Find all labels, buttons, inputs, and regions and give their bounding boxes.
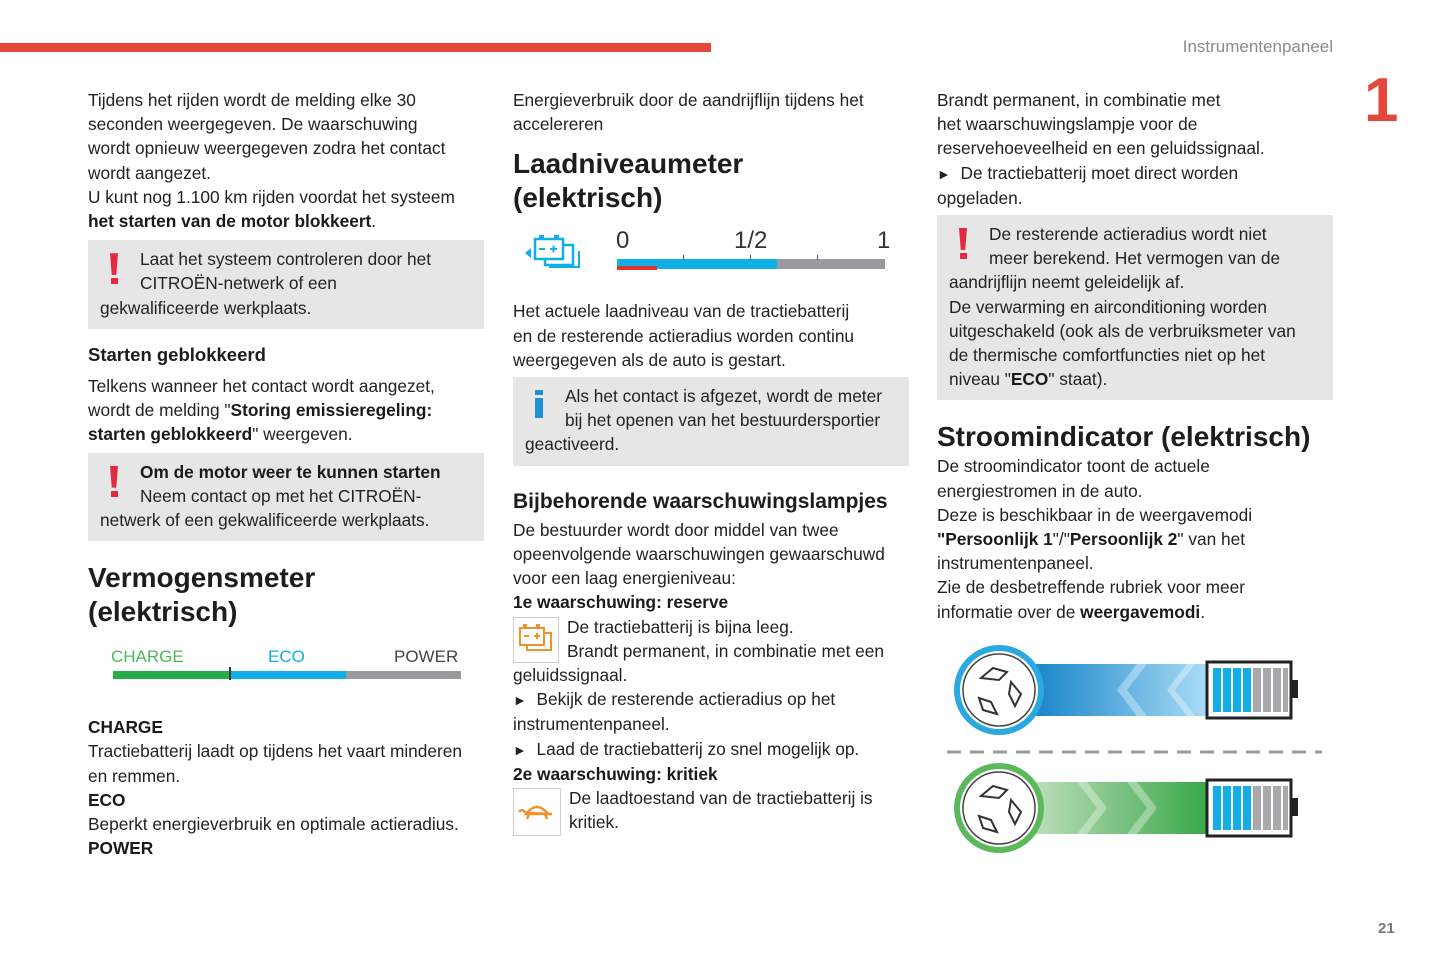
turtle-lamp-icon [513, 788, 561, 836]
column-2 [513, 88, 909, 836]
low-segment [617, 266, 657, 270]
gauge-label-full: 1 [877, 227, 891, 255]
charge-segment [113, 671, 229, 679]
power-meter-graphic [88, 645, 484, 705]
subheading: Starten geblokkeerd [88, 343, 266, 365]
warning-note: De resterende actieradius wordt niet meer berekend. Het vermogen van de aandrijflijn neemt geleidelijk af. De verwarming en airconditioning worden uitgeschakeld (ook als de verbruiksmeter van de thermische comfortfuncties niet op het niveau "ECO" staat). [937, 215, 1333, 400]
warning-note: Laat het systeem controleren door het CITROËN-netwerk of een gekwalificeerde werkplaats. [88, 240, 484, 329]
paragraph: Tijdens het rijden wordt de melding elke 30 seconden weergegeven. De waarschuwing wordt opnieuw weergegeven zodra het contact wordt aangezet. U kunt nog 1.100 km rijden voordat het systeem het starten van de motor blokkeert. [88, 90, 455, 232]
section-heading: Vermogensmeter (elektrisch) [88, 562, 316, 628]
section-heading: Stroomindicator (elektrisch) [937, 421, 1311, 453]
charge-level-gauge [513, 229, 909, 299]
info-icon [525, 384, 565, 424]
paragraph: Brandt permanent, in combinatie met het waarschuwingslampje voor de reservehoeveelheid en een geluidssignaal. ► De tractiebatterij moet direct worden opgeladen. [937, 90, 1265, 208]
section-title: Instrumentenpaneel [1182, 37, 1333, 56]
exclamation-icon [100, 460, 140, 500]
power-segment [346, 671, 461, 679]
eco-segment [231, 671, 346, 679]
gauge-label-empty: 0 [616, 227, 630, 255]
header-accent-bar [0, 43, 711, 52]
definition-list: CHARGE Tractiebatterij laadt op tijdens het vaart minderen en remmen. ECO Beperkt energieverbruik en optimale actieradius. POWER [88, 717, 462, 859]
eco-label: ECO [268, 647, 305, 667]
power-label: POWER [394, 647, 459, 667]
page-number: 21 [1378, 920, 1395, 937]
warning-1-title: 1e waarschuwing: reserve [513, 592, 729, 613]
power-flow-diagram [937, 642, 1327, 857]
warning-2-block: De laadtoestand van de tractiebatterij is kritiek. [513, 786, 909, 834]
column-1 [88, 88, 484, 860]
paragraph: Het actuele laadniveau van de tractiebatterij en de resterende actieradius worden continu weergegeven als de auto is gestart. [513, 301, 855, 370]
charge-label: CHARGE [111, 647, 184, 667]
column-3 [937, 88, 1333, 863]
paragraph: Telkens wanneer het contact wordt aangezet, wordt de melding "Storing emissieregeling: starten geblokkeerd" weergeven. [88, 376, 435, 445]
warning-2-title: 2e waarschuwing: kritiek [513, 763, 718, 784]
info-note: Als het contact is afgezet, wordt de meter bij het openen van het bestuurdersportier geactiveerd. [513, 377, 909, 466]
paragraph: Energieverbruik door de aandrijflijn tijdens het accelereren [513, 90, 864, 135]
chapter-number: 1 [1364, 66, 1399, 135]
exclamation-icon [949, 222, 989, 262]
warning-note: Om de motor weer te kunnen starten Neem contact op met het CITROËN- netwerk of een gekwalificeerde werkplaats. [88, 453, 484, 542]
section-heading: Laadniveaumeter (elektrisch) [513, 148, 744, 214]
empty-segment [777, 259, 885, 269]
paragraph: De stroomindicator toont de actuele energiestromen in de auto. Deze is beschikbaar in de weergavemodi "Persoonlijk 1"/"Persoonlijk 2" van het instrumentenpaneel. Zie de desbetreffende rubriek voor meer informatie over de weergavemodi. [937, 456, 1253, 622]
gauge-label-half: 1/2 [734, 227, 768, 255]
warning-1-block: De tractiebatterij is bijna leeg. Brandt permanent, in combinatie met een geluidssignaal. ► Bekijk de resterende actieradius op het instrumentenpaneel. ► Laad de tractiebatterij zo snel mogelijk op. [513, 616, 885, 759]
traction-battery-icon [525, 235, 585, 275]
subheading: Bijbehorende waarschuwingslampjes [513, 489, 888, 513]
reserve-battery-lamp-icon [513, 617, 559, 663]
exclamation-icon [100, 247, 140, 287]
paragraph: De bestuurder wordt door middel van twee opeenvolgende waarschuwingen gewaarschuwd voor een laag energieniveau: [513, 519, 885, 589]
